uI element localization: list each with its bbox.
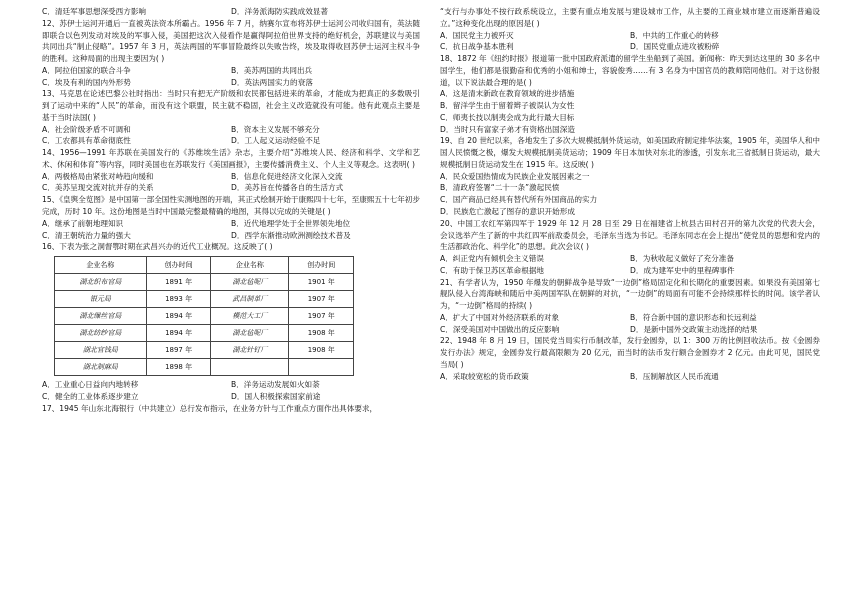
option: B．符合新中国的意识形态和长远利益 bbox=[630, 312, 757, 322]
option: C．美苏呈现交流对抗并存的关系 bbox=[42, 183, 154, 193]
table-cell: 1908 年 bbox=[289, 325, 354, 342]
table-cell: 1901 年 bbox=[289, 274, 354, 291]
left-column bbox=[42, 6, 420, 414]
table-row bbox=[55, 342, 354, 359]
table-header: 企业名称 bbox=[55, 257, 147, 274]
option: A．社会阶级矛盾不可调和 bbox=[42, 124, 131, 134]
table-cell: 湖北织布官局 bbox=[55, 274, 147, 291]
option: B．为秋收起义做好了充分准备 bbox=[630, 254, 734, 264]
option: B．清政府签署“二十一条”激起民愤 bbox=[440, 183, 560, 193]
option: D．是新中国外交政策主动选择的结果 bbox=[630, 324, 758, 334]
question-17-continued: “支行与办事处不按行政系统设立，主要有重点地发展与建设城市工作，从主要的工商业城市建立而逐渐普遍设立。”这种变化出现的原因是( ) bbox=[440, 7, 820, 28]
q22-options bbox=[440, 371, 820, 383]
option: C．有助于保卫苏区革命根据地 bbox=[440, 265, 545, 275]
table-cell bbox=[211, 359, 289, 376]
option: A．纠正党内有倾机会主义错误 bbox=[440, 254, 544, 264]
option: D．国民党重点进攻被粉碎 bbox=[630, 42, 720, 52]
industry-table bbox=[54, 256, 354, 376]
option: D．英法两国实力的衰落 bbox=[231, 77, 313, 87]
option: B．近代地理学处于全世界领先地位 bbox=[231, 218, 351, 228]
option: A．民众爱国热情成为民族企业发展因素之一 bbox=[440, 171, 590, 181]
option: C．师夷长技以制夷会成为此行最大目标 bbox=[440, 112, 575, 122]
table-header: 企业名称 bbox=[211, 257, 289, 274]
q18-options bbox=[440, 88, 820, 135]
question-14: 14、1956—1991 年苏联在美国发行的《苏维埃生活》杂志，主要介绍“苏维埃人民、经济和科学、文学和艺术、休闲和体育”等内容，同时美国也在苏联发行《美国画报》，主要传播消费主义、个人主义等观念。这表明( ) bbox=[42, 148, 420, 169]
table-cell: 1907 年 bbox=[289, 291, 354, 308]
option: A．继承了前朝地理知识 bbox=[42, 218, 124, 228]
option: B．资本主义发展不够充分 bbox=[231, 124, 320, 134]
question-21: 21、有学者认为，1950 年爆发的朝鲜战争是导致“一边倒”格局固定化和长期化的重要因素。如果没有美国第七舰队侵入台湾海峡和随后中美两国军队在朝鲜的对抗，“一边倒”的局面有可能不会持续那样长的时间。该学者认为，“一边倒”格局的持续( ) bbox=[440, 277, 820, 311]
table-cell bbox=[289, 359, 354, 376]
q13-options bbox=[42, 124, 420, 148]
option: C．埃及有利的国内外形势 bbox=[42, 77, 131, 87]
option: A．阿拉伯国家的联合斗争 bbox=[42, 65, 131, 75]
q15-options bbox=[42, 218, 420, 242]
table-cell: 湖北官钱局 bbox=[55, 342, 147, 359]
option: B．中共的工作重心的转移 bbox=[630, 30, 719, 40]
q11-options bbox=[42, 6, 420, 18]
option: D．西学东渐推动欧洲测绘技术普及 bbox=[231, 230, 351, 240]
table-cell: 1891 年 bbox=[146, 274, 210, 291]
table-row bbox=[55, 325, 354, 342]
table-cell: 1898 年 bbox=[146, 359, 210, 376]
table-cell: 1893 年 bbox=[146, 291, 210, 308]
q14-options bbox=[42, 171, 420, 195]
table-cell: 模范大工厂 bbox=[211, 308, 289, 325]
q17-options bbox=[440, 30, 820, 54]
option: D．当时只有富家子弟才有资格出国深造 bbox=[440, 124, 575, 134]
table-cell: 湖北毡呢厂 bbox=[211, 325, 289, 342]
option: A．扩大了中国对外经济联系的对象 bbox=[440, 312, 560, 322]
table-cell: 湖北缫丝官局 bbox=[55, 308, 147, 325]
option: C．健全的工业体系逐步建立 bbox=[42, 391, 139, 401]
right-column bbox=[440, 6, 820, 383]
option: D．成为建军史中的里程碑事件 bbox=[630, 265, 735, 275]
table-cell: 湖北制麻局 bbox=[55, 359, 147, 376]
q12-options bbox=[42, 65, 420, 89]
option: A．两极格局由紧张对峙趋向缓和 bbox=[42, 171, 154, 181]
table-cell: 湖北毡呢厂 bbox=[211, 274, 289, 291]
question-13: 13、马克思在论述巴黎公社时指出：当时只有把无产阶级和农民都包括进来的革命，才能成为把真正的多数吸引到了运动中来的“人民”的革命，而没有这个联盟，民主就不稳固，社会主义改造就没有可能。他有此观点主要是基于当时法国( ) bbox=[42, 89, 420, 122]
table-header: 创办时间 bbox=[289, 257, 354, 274]
option: A．这是清末新政在教育领域的进步措施 bbox=[440, 89, 575, 99]
option: C．深受美国对中国做出的反应影响 bbox=[440, 324, 560, 334]
q19-options bbox=[440, 171, 820, 218]
option: B．洋务运动发展如火如荼 bbox=[231, 380, 320, 390]
option: B．压制解放区人民币流通 bbox=[630, 371, 719, 381]
option: C．工农都具有革命彻底性 bbox=[42, 136, 131, 146]
table-row bbox=[55, 359, 354, 376]
question-12: 12、苏伊士运河开通后一直被英法资本所霸占。1956 年 7 月，纳赛尔宣布将苏伊士运河公司收归国有，英法随即联合以色列发动对埃及的军事入侵，美国把这次入侵看作是赢得阿拉伯世界支持的绝好机会，苏联建议与美国共同出兵“制止侵略”。1957 年 3 月，英法两国的军事冒险最终以失败告终，埃及取得收回苏伊士运河主权斗争的胜利。这种局面的出现主要因为( ) bbox=[42, 18, 420, 64]
option: A．国民党主力被歼灭 bbox=[440, 30, 514, 40]
table-row bbox=[55, 291, 354, 308]
option: D．国人积极探索国家前途 bbox=[231, 391, 321, 401]
table-cell: 银元局 bbox=[55, 291, 147, 308]
table-cell: 1894 年 bbox=[146, 308, 210, 325]
option: C．抗日战争基本胜利 bbox=[440, 42, 514, 52]
q21-options bbox=[440, 312, 820, 336]
option: C．清廷军事思想深受西方影响 bbox=[42, 7, 147, 16]
question-19: 19、自 20 世纪以来，各地发生了多次大规模抵制外货运动，如美国政府制定排华法案，1905 年，美国华人和中国人民愤慨之极，爆发大规模抵制美货运动；1909 年日本加快对东北的渗透，引发东北三省抵制日货运动，最大规模抵制日货运动发生在 1915 年。这反映( ) bbox=[440, 136, 821, 169]
option: D．工人起义运动经验不足 bbox=[231, 136, 321, 146]
table-cell: 武昌制革厂 bbox=[211, 291, 289, 308]
table-cell: 1897 年 bbox=[146, 342, 210, 359]
option: D．民族危亡激起了图存的意识开始形成 bbox=[440, 207, 575, 217]
q20-options bbox=[440, 253, 820, 277]
option: B．留洋学生由于留着辫子被误认为女性 bbox=[440, 101, 575, 111]
question-20: 20、中国工农红军第四军于 1929 年 12 月 28 日至 29 日在福建省上杭县古田村召开的第九次党的代表大会，会议选举产生了新的中共红四军前敌委员会，毛泽东当选为书记。毛泽东同志在会上提出“使党员的思想和党内的生活都政治化、科学化”的思想。此次会议( ) bbox=[440, 218, 820, 252]
option: A．工业重心日益向内地转移 bbox=[42, 380, 139, 390]
question-17: 17、1945 年山东北海银行（中共建立）总行发布指示，在业务方针与工作重点方面作出具体要求， bbox=[42, 403, 378, 413]
question-16: 16、下表为张之洞督鄂时期在武昌兴办的近代工业概况。这反映了( ) bbox=[42, 242, 273, 252]
table-row bbox=[55, 308, 354, 325]
table-row bbox=[55, 274, 354, 291]
option: A．采取较宽松的货币政策 bbox=[440, 371, 529, 381]
table-cell: 湖北纺纱官局 bbox=[55, 325, 147, 342]
table-header: 创办时间 bbox=[146, 257, 210, 274]
table-header-row bbox=[55, 257, 354, 274]
option: C．清王朝统治力量的强大 bbox=[42, 230, 131, 240]
question-18: 18、1872 年《纽约时报》报道第一批中国政府派遣的留学生坐船到了美国。新闻称：昨天到达这里的 30 多名中国学生，他们都是很勤奋和优秀的小姐和绅士，容貌俊秀……有 3 名身为中国官员的教师陪同他们。对于这份报道，以下说法最合理的是( ) bbox=[440, 54, 821, 87]
option: D．洋务派海防实践成效显著 bbox=[231, 7, 328, 16]
option: C．国产商品已经具有替代所有外国商品的实力 bbox=[440, 195, 598, 205]
q16-options bbox=[42, 379, 420, 403]
table-cell: 1908 年 bbox=[289, 342, 354, 359]
question-22: 22、1948 年 8 月 19 日，国民党当局实行币制改革，发行金圆券，以 1：300 万的比例回收法币。按《金圆券发行办法》规定，金圆券发行最高限额为 20 亿元，而当时的法币发行额合金圆券才 2 亿元。由此可见，国民党当局( ) bbox=[440, 336, 820, 369]
option: B．信息化促进经济文化深入交流 bbox=[231, 171, 343, 181]
table-cell: 湖北针钉厂 bbox=[211, 342, 289, 359]
option: D．美苏旨在传播各自的生活方式 bbox=[231, 183, 344, 193]
table-cell: 1894 年 bbox=[146, 325, 210, 342]
table-cell: 1907 年 bbox=[289, 308, 354, 325]
option: B．美苏两国的共同出兵 bbox=[231, 65, 313, 75]
question-15: 15、《皇舆全览图》是中国第一部全国性实测地图的开端，其正式绘制开始于康熙四十七年，至康熙五十七年初步完成，历时 10 年。这份地图是当时中国最完整最精确的地图，其得以完成的关键是( ) bbox=[42, 195, 420, 217]
